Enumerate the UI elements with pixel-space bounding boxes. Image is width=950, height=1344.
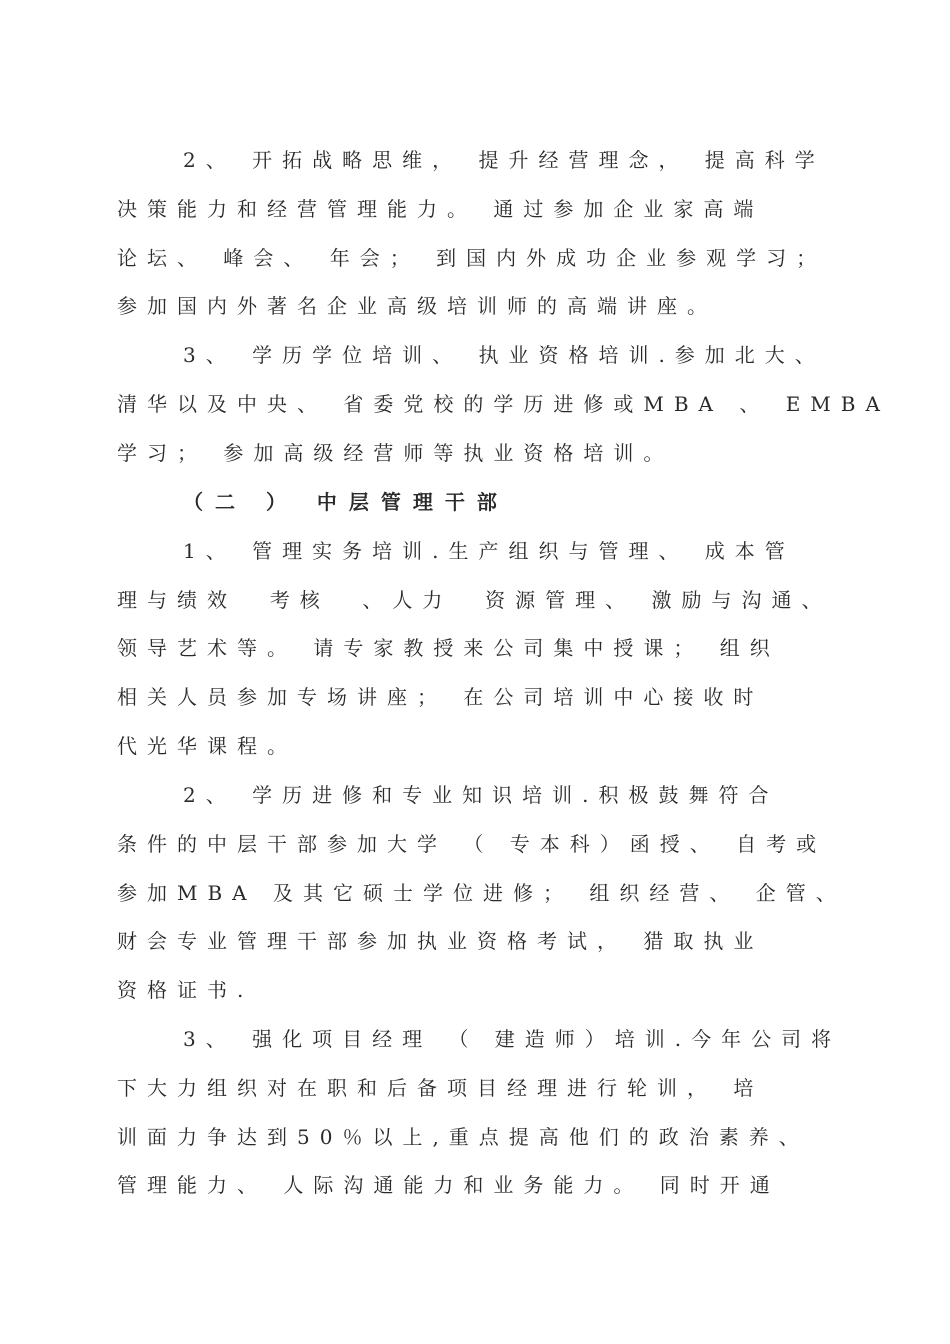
text-line: 训面力争达到50％以上,重点提高他们的政治素养、	[117, 1125, 809, 1149]
text-line: 理与绩效 考核 、人力 资源管理、 激励与沟通、	[117, 588, 832, 612]
text-line: 管理能力、 人际沟通能力和业务能力。 同时开通	[117, 1173, 780, 1197]
text-line: 条件的中层干部参加大学 （ 专本科）函授、 自考或	[117, 832, 827, 856]
text-line: 相关人员参加专场讲座； 在公司培训中心接收时	[117, 685, 764, 709]
text-line: 清华以及中央、 省委党校的学历进修或MBA 、 EMBA	[117, 392, 890, 416]
text-line: 3、 强化项目经理 （ 建造师）培训.今年公司将	[183, 1027, 842, 1051]
text-line: 论坛、 峰会、 年会； 到国内外成功企业参观学习；	[117, 246, 827, 270]
text-line: 2、 学历进修和专业知识培训.积极鼓舞符合	[183, 783, 779, 807]
text-line: 下大力组织对在职和后备项目经理进行轮训， 培	[117, 1076, 764, 1100]
text-line: 财会专业管理干部参加执业资格考试， 猎取执业	[117, 929, 764, 953]
text-line: 1、 管理实务培训.生产组织与管理、 成本管	[183, 539, 795, 563]
text-line: 决策能力和经营管理能力。 通过参加企业家高端	[117, 197, 764, 221]
text-line: 领导艺术等。 请专家教授来公司集中授课； 组织	[117, 636, 780, 660]
section-heading: （二 ） 中层管理干部	[183, 490, 509, 514]
text-line: 代光华课程。	[117, 734, 297, 758]
text-line: 参加国内外著名企业高级培训师的高端讲座。	[117, 294, 717, 318]
text-line: 资格证书.	[117, 978, 254, 1002]
text-line: 学习； 参加高级经营师等执业资格培训。	[117, 441, 674, 465]
text-line: 参加MBA 及其它硕士学位进修； 组织经营、 企管、	[117, 881, 846, 905]
text-line: 3、 学历学位培训、 执业资格培训.参加北大、	[183, 343, 825, 367]
text-line: 2、 开拓战略思维， 提升经营理念， 提高科学	[183, 148, 825, 172]
